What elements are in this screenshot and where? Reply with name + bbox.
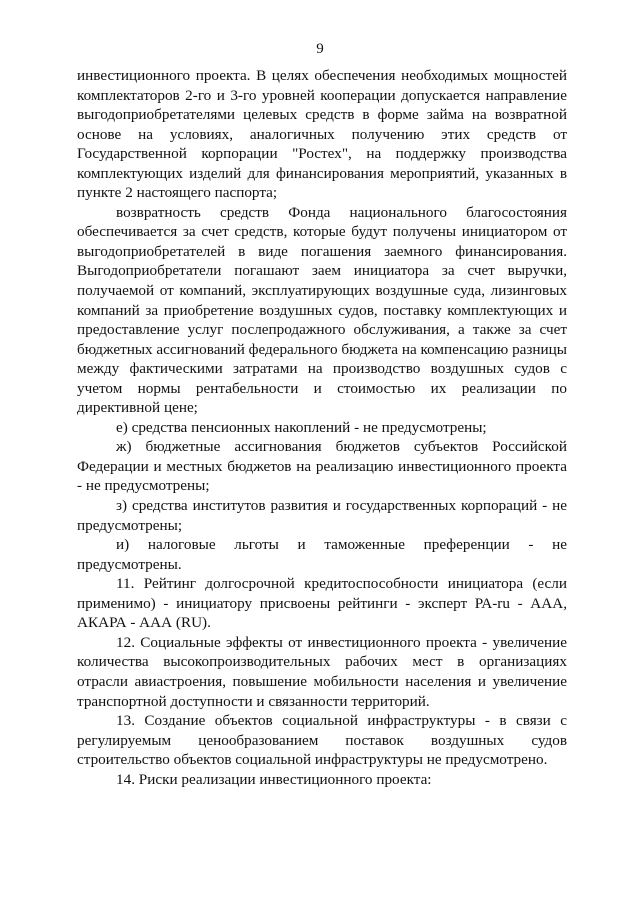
paragraph-social-effects: 12. Социальные эффекты от инвестиционного проекта - увеличение количества высокопроизводительных рабочих мест в организациях отрасли авиастроения, повышение мобильности населения и увеличение транспортной доступности и связанности территорий.: [77, 633, 567, 710]
paragraph-regional-budgets: ж) бюджетные ассигнования бюджетов субъектов Российской Федерации и местных бюджетов на реализацию инвестиционного проекта - не предусмотрены;: [77, 438, 567, 495]
paragraph-repayment: возвратность средств Фонда национального благосостояния обеспечивается за счет средств, которые будут получены инициатором от выгодоприобретателей в виде погашения заемного финансирования. Выгодоприобретатели погашают заем инициатора за счет выручки, получаемой от компаний, эксплуатирующих воздушные суда, лизинговых компаний за приобретение воздушных судов, поставку комплектующих и предоставление услуг послепродажного обслуживания, а также за счет бюджетных ассигнований федерального бюджета на компенсацию разницы между фактическими затратами на производство воздушных судов с учетом нормы рентабельности и стоимостью их реализации по директивной цене;: [77, 203, 567, 417]
document-body: [77, 66, 567, 789]
paragraph-development-institutions: з) средства институтов развития и государственных корпораций - не предусмотрены;: [77, 497, 567, 534]
paragraph-pension-savings: е) средства пенсионных накоплений - не предусмотрены;: [116, 418, 487, 436]
page-number: 9: [316, 41, 324, 57]
paragraph-continuation: инвестиционного проекта. В целях обеспечения необходимых мощностей комплектаторов 2-го и 3-го уровней кооперации допускается направление выгодоприобретателями целевых средств в форме займа на возвратной основе на условиях, аналогичных получению этих средств от Государственной корпорации "Ростех", на поддержку производства комплектующих изделий для финансирования мероприятий, указанных в пункте 2 настоящего паспорта;: [77, 67, 567, 202]
paragraph-credit-rating: 11. Рейтинг долгосрочной кредитоспособности инициатора (если применимо) - инициатору присвоены рейтинги - эксперт РА-ru - ААА, АКАРА - ААА (RU).: [77, 575, 567, 632]
paragraph-social-infrastructure: 13. Создание объектов социальной инфраструктуры - в связи с регулируемым ценообразованием поставок воздушных судов строительство объектов социальной инфраструктуры не предусмотрено.: [77, 712, 567, 769]
paragraph-tax-benefits: и) налоговые льготы и таможенные преференции - не предусмотрены.: [77, 536, 567, 573]
paragraph-risks-heading: 14. Риски реализации инвестиционного проекта:: [116, 770, 432, 788]
